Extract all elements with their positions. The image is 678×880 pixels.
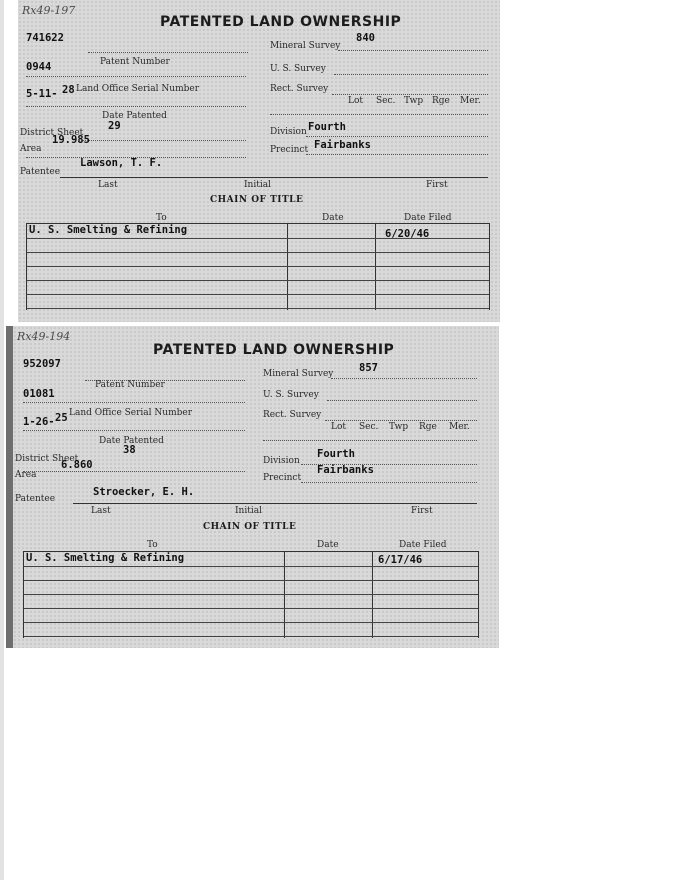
mineral-survey-value: 840 (356, 32, 375, 44)
rge-label: Rge (432, 96, 450, 106)
precinct-value: Fairbanks (317, 464, 374, 476)
us-survey-label: U. S. Survey (270, 64, 326, 74)
table-row-1-to: U. S. Smelting & Refining (29, 224, 188, 236)
area-label: Area (15, 470, 37, 480)
division-value: Fourth (317, 448, 355, 460)
col-date-filed-label: Date Filed (399, 540, 447, 550)
col-to-label: To (147, 540, 158, 550)
initial-label: Initial (235, 506, 262, 516)
last-name-label: Last (98, 180, 118, 190)
card-title: PATENTED LAND OWNERSHIP (160, 14, 402, 30)
district-sheet-label: District Sheet (15, 454, 79, 464)
district-sheet-value: 38 (123, 444, 136, 456)
table-row-1-to: U. S. Smelting & Refining (26, 552, 185, 564)
chain-of-title-table (23, 551, 479, 638)
precinct-value: Fairbanks (314, 139, 371, 151)
date-patented-label: Date Patented (102, 111, 167, 121)
patent-number-label: Patent Number (100, 57, 170, 67)
last-name-label: Last (91, 506, 111, 516)
col-date-filed-label: Date Filed (404, 213, 452, 223)
first-name-label: First (426, 180, 448, 190)
patent-card-2 (6, 326, 499, 648)
rect-survey-label: Rect. Survey (263, 410, 322, 420)
table-row-1-date-filed: 6/20/46 (385, 228, 430, 240)
rect-survey-label: Rect. Survey (270, 84, 329, 94)
col-date-label: Date (322, 213, 344, 223)
area-value: 19.985 (52, 134, 90, 146)
patent-number-value: 0944 (26, 61, 52, 73)
chain-of-title-heading: CHAIN OF TITLE (210, 195, 304, 205)
land-office-serial-label: Land Office Serial Number (69, 408, 193, 418)
mineral-survey-label: Mineral Survey (270, 41, 341, 51)
mer-label: Mer. (449, 422, 470, 432)
mineral-survey-value: 857 (359, 362, 378, 374)
scan-edge (0, 0, 4, 880)
area-value: 6.860 (61, 459, 93, 471)
date-patented-suffix: 28 (62, 84, 75, 96)
patentee-label: Patentee (20, 167, 61, 177)
twp-label: Twp (404, 96, 424, 106)
date-patented-label: Date Patented (99, 436, 164, 446)
precinct-label: Precinct (263, 473, 302, 483)
card-title: PATENTED LAND OWNERSHIP (153, 342, 395, 358)
record-number: 952097 (23, 358, 61, 370)
lot-label: Lot (331, 422, 347, 432)
district-sheet-value: 29 (108, 120, 121, 132)
patentee-label: Patentee (15, 494, 56, 504)
patentee-value: Lawson, T. F. (80, 157, 163, 169)
date-patented-suffix: 25 (55, 412, 68, 424)
table-row-1-date-filed: 6/17/46 (378, 554, 423, 566)
twp-label: Twp (389, 422, 409, 432)
land-office-serial-label: Land Office Serial Number (76, 84, 200, 94)
chain-of-title-table (26, 223, 490, 310)
patent-number-value: 01081 (23, 388, 55, 400)
patent-card-1 (18, 0, 500, 322)
chain-of-title-heading: CHAIN OF TITLE (203, 522, 297, 532)
precinct-label: Precinct (270, 145, 309, 155)
rge-label: Rge (419, 422, 437, 432)
patentee-value: Stroecker, E. H. (93, 486, 195, 498)
handwritten-reference: Rx49-197 (22, 4, 76, 17)
mer-label: Mer. (460, 96, 481, 106)
sec-label: Sec. (359, 422, 379, 432)
mineral-survey-label: Mineral Survey (263, 369, 334, 379)
date-patented-prefix: 5-11- (26, 88, 58, 100)
handwritten-reference: Rx49-194 (17, 330, 71, 343)
division-value: Fourth (308, 121, 346, 133)
division-label: Division (263, 456, 300, 466)
lot-label: Lot (348, 96, 364, 106)
first-name-label: First (411, 506, 433, 516)
sec-label: Sec. (376, 96, 396, 106)
patent-number-label: Patent Number (95, 380, 165, 390)
district-sheet-label: District Sheet (20, 128, 84, 138)
us-survey-label: U. S. Survey (263, 390, 319, 400)
col-to-label: To (156, 213, 167, 223)
record-number: 741622 (26, 32, 64, 44)
col-date-label: Date (317, 540, 339, 550)
area-label: Area (20, 144, 42, 154)
date-patented-prefix: 1-26- (23, 416, 55, 428)
division-label: Division (270, 127, 307, 137)
initial-label: Initial (244, 180, 271, 190)
